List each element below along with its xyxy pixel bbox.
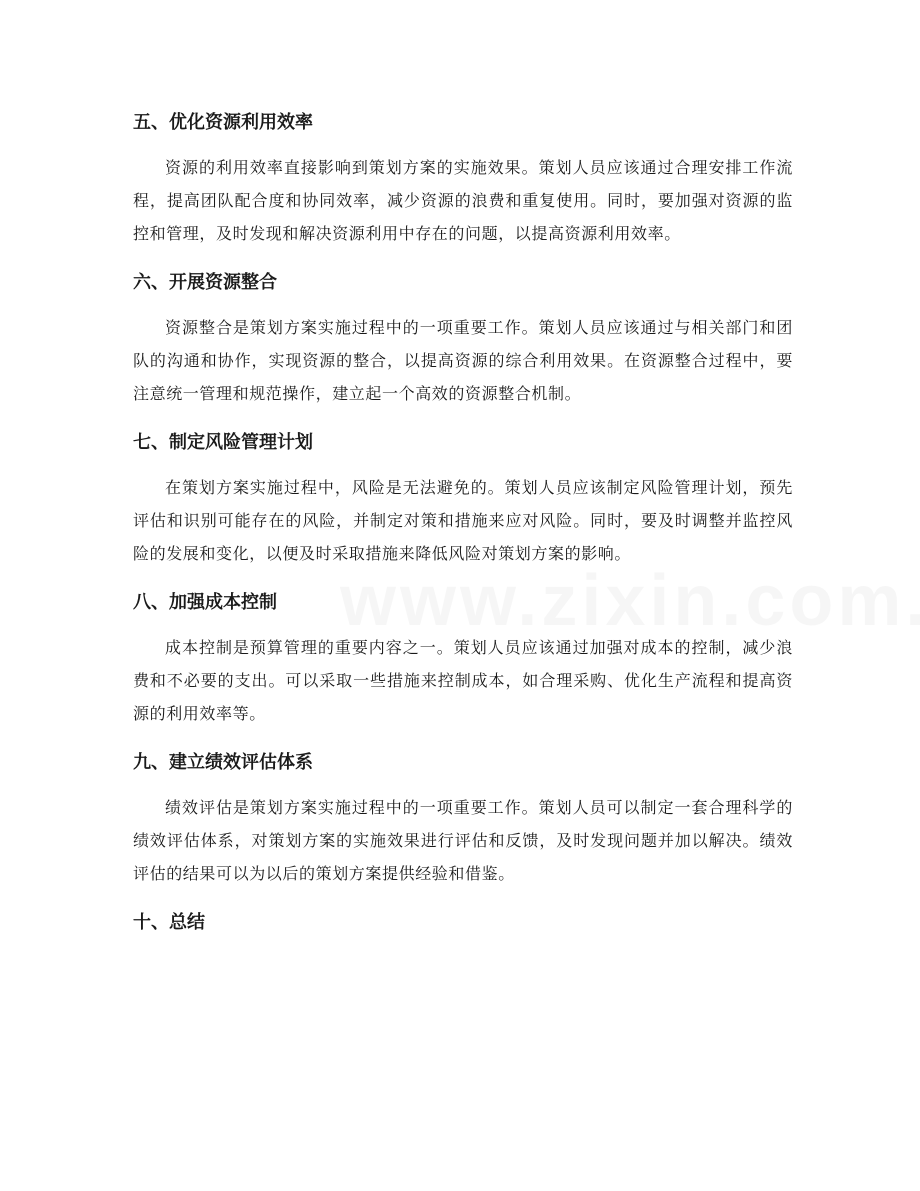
section-heading: 九、建立绩效评估体系 <box>133 752 313 773</box>
document-content <box>133 104 793 951</box>
section-9 <box>133 744 793 890</box>
section-6 <box>133 264 793 410</box>
section-10 <box>133 904 793 942</box>
section-heading: 八、加强成本控制 <box>133 592 277 613</box>
section-heading: 五、优化资源利用效率 <box>133 112 313 133</box>
section-heading: 六、开展资源整合 <box>133 272 277 293</box>
section-5 <box>133 104 793 250</box>
section-paragraph: 在策划方案实施过程中，风险是无法避免的。策划人员应该制定风险管理计划，预先评估和识别可能存在的风险，并制定对策和措施来应对风险。同时，要及时调整并监控风险的发展和变化，以便及时采取措施来降低风险对策划方案的影响。 <box>133 478 793 563</box>
section-paragraph: 资源整合是策划方案实施过程中的一项重要工作。策划人员应该通过与相关部门和团队的沟通和协作，实现资源的整合，以提高资源的综合利用效果。在资源整合过程中，要注意统一管理和规范操作，建立起一个高效的资源整合机制。 <box>133 318 793 403</box>
section-heading: 十、总结 <box>133 912 205 933</box>
section-7 <box>133 424 793 570</box>
section-paragraph: 成本控制是预算管理的重要内容之一。策划人员应该通过加强对成本的控制，减少浪费和不必要的支出。可以采取一些措施来控制成本，如合理采购、优化生产流程和提高资源的利用效率等。 <box>133 638 793 723</box>
section-heading: 七、制定风险管理计划 <box>133 432 313 453</box>
section-paragraph: 资源的利用效率直接影响到策划方案的实施效果。策划人员应该通过合理安排工作流程，提高团队配合度和协同效率，减少资源的浪费和重复使用。同时，要加强对资源的监控和管理，及时发现和解决资源利用中存在的问题，以提高资源利用效率。 <box>133 158 793 243</box>
section-8 <box>133 584 793 730</box>
section-paragraph: 绩效评估是策划方案实施过程中的一项重要工作。策划人员可以制定一套合理科学的绩效评估体系，对策划方案的实施效果进行评估和反馈，及时发现问题并加以解决。绩效评估的结果可以为以后的策划方案提供经验和借鉴。 <box>133 798 793 883</box>
